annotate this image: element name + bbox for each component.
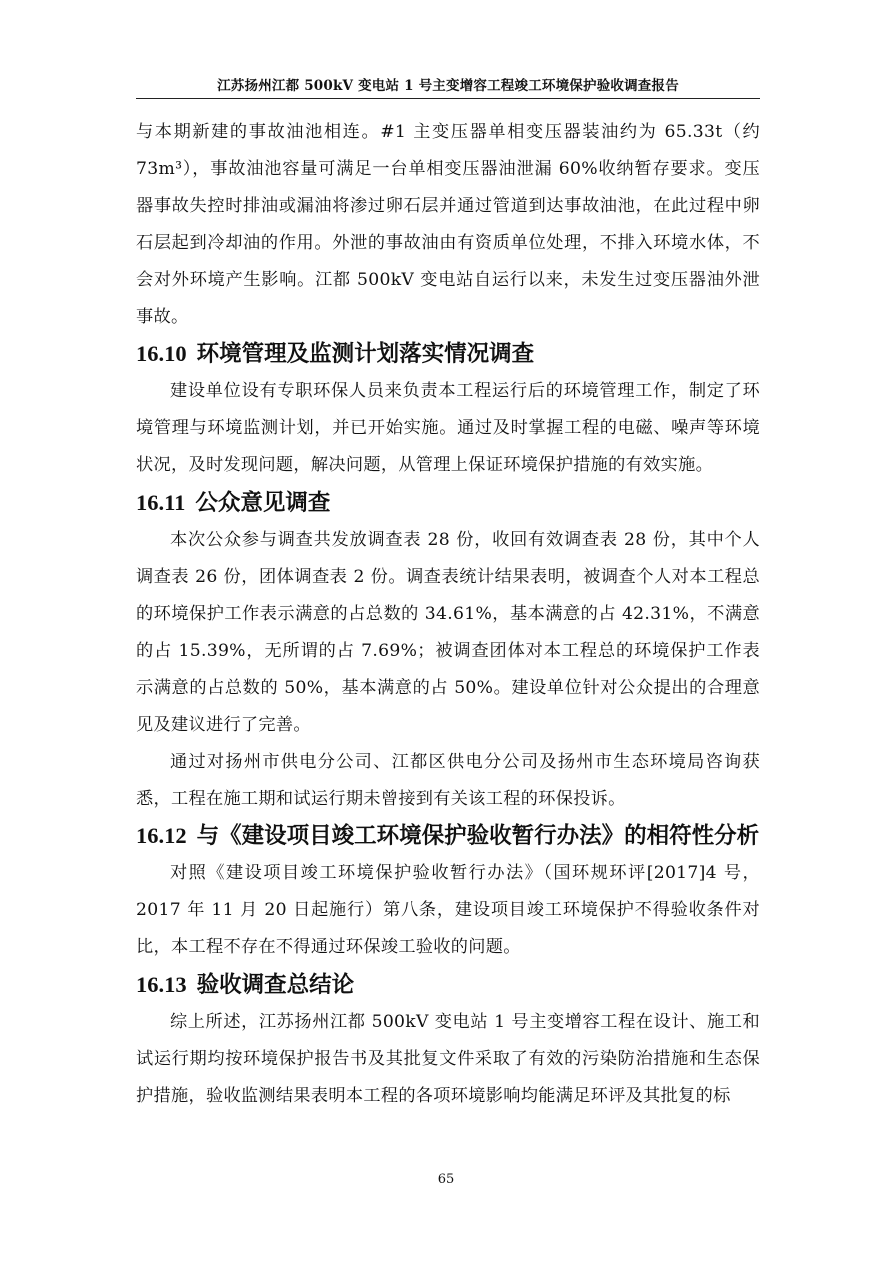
section-title: 公众意见调查	[195, 490, 331, 517]
section-heading-16-13	[136, 966, 760, 1004]
section-title: 环境管理及监测计划落实情况调查	[196, 341, 535, 368]
section-number: 16.10	[136, 341, 187, 367]
paragraph-public-survey: 本次公众参与调查共发放调查表 28 份，收回有效调查表 28 份，其中个人调查表 26 份，团体调查表 2 份。调查表统计结果表明，被调查个人对本工程总的环境保护工作表示满意的占总数的 34.61%，基本满意的占 42.31%，不满意的占 15.39%，无所谓的占 7.69%；被调查团体对本工程总的环境保护工作表示满意的占总数的 50%，基本满意的占 50%。建设单位针对公众提出的合理意见及建议进行了完善。	[136, 530, 760, 735]
section-number: 16.11	[136, 490, 186, 516]
section-heading-16-12	[136, 817, 760, 855]
paragraph-compliance: 对照《建设项目竣工环境保护验收暂行办法》（国环规环评[2017]4 号，2017 年 11 月 20 日起施行）第八条，建设项目竣工环境保护不得验收条件对比，本工程不存在不得通过环保竣工验收的问题。	[136, 863, 760, 958]
paragraph-oil-tank: 与本期新建的事故油池相连。#1 主变压器单相变压器装油约为 65.33t（约 73m³），事故油池容量可满足一台单相变压器油泄漏 60%收纳暂存要求。变压器事故失控时排油或漏油将渗过卵石层并通过管道到达事故油池，在此过程中卵石层起到冷却油的作用。外泄的事故油由有资质单位处理，不排入环境水体，不会对外环境产生影响。江都 500kV 变电站自运行以来，未发生过变压器油外泄事故。	[136, 122, 760, 327]
section-title: 验收调查总结论	[196, 972, 355, 999]
paragraph-complaints: 通过对扬州市供电分公司、江都区供电分公司及扬州市生态环境局咨询获悉，工程在施工期和试运行期未曾接到有关该工程的环保投诉。	[136, 751, 760, 809]
running-header: 江苏扬州江都 500kV 变电站 1 号主变增容工程竣工环境保护验收调查报告	[217, 78, 679, 94]
paragraph-env-management: 建设单位设有专职环保人员来负责本工程运行后的环境管理工作，制定了环境管理与环境监测计划，并已开始实施。通过及时掌握工程的电磁、噪声等环境状况，及时发现问题，解决问题，从管理上保证环境保护措施的有效实施。	[136, 381, 760, 476]
header-rule	[136, 98, 760, 99]
section-heading-16-11	[136, 484, 760, 522]
page-content	[136, 114, 760, 1115]
section-heading-16-10	[136, 335, 760, 373]
section-number: 16.12	[136, 823, 187, 849]
section-number: 16.13	[136, 972, 187, 998]
page-number: 65	[437, 1172, 455, 1187]
paragraph-conclusion: 综上所述，江苏扬州江都 500kV 变电站 1 号主变增容工程在设计、施工和试运行期均按环境保护报告书及其批复文件采取了有效的污染防治措施和生态保护措施，验收监测结果表明本工程的各项环境影响均能满足环评及其批复的标	[136, 1012, 760, 1106]
section-title: 与《建设项目竣工环境保护验收暂行办法》的相符性分析	[196, 823, 760, 850]
